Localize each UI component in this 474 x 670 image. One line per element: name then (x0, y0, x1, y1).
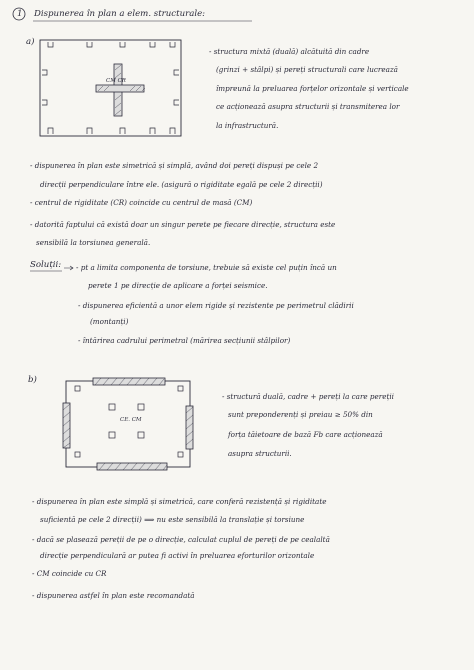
section-a-note-2: direcții perpendiculare între ele. (asigură o rigiditate egală pe cele 2 direcții) (40, 180, 323, 189)
diagram-a-center-label: CM CR (106, 78, 126, 84)
diagram-b-center-label: CE. CM (120, 417, 142, 423)
diagram-b-plan (63, 378, 193, 470)
page-title: Dispunerea în plan a elem. structurale: (34, 9, 206, 19)
solutii-item-1: - pt a limita componenta de torsiune, trebuie să existe cel puțin încă un (76, 263, 337, 272)
section-a-note-5: sensibilă la torsiunea generală. (36, 238, 151, 247)
solutii-item-3: - dispunerea eficientă a unor elem rigide și rezistente pe perimetrul clădirii (78, 301, 354, 310)
section-a-note-3: - centrul de rigiditate (CR) coincide cu centrul de masă (CM) (30, 198, 253, 207)
solutii-item-2: perete 1 pe direcție de aplicare a forței seismice. (88, 281, 268, 290)
section-a-side-note-4: ce acționează asupra structurii și transmiterea lor (216, 102, 400, 111)
section-b-note-1: - dispunerea în plan este simplă și simetrică, care conferă rezistență și rigiditate (32, 497, 327, 506)
section-a-label: a) (26, 37, 35, 47)
section-b-side-note-2: sunt preponderenți și preiau ≥ 50% din (228, 410, 373, 419)
solutii-label: Soluții: (30, 260, 62, 270)
wall-horizontal (96, 85, 144, 92)
section-b-side-note-1: - structură duală, cadre + pereți la care pereții (222, 392, 394, 401)
arrow-icon (64, 266, 73, 270)
section-b-note-4: direcție perpendiculară ar putea fi activi în preluarea eforturilor orizontale (40, 551, 315, 560)
solutii-item-5: - întărirea cadrului perimetral (mărirea secțiunii stâlpilor) (78, 336, 291, 345)
section-b-note-6: - dispunerea astfel în plan este recomandată (32, 591, 195, 600)
section-b-side-note-4: asupra structurii. (228, 449, 292, 458)
section-a-note-4: - datorită faptului că există doar un singur perete pe fiecare direcție, structura este (30, 220, 336, 229)
diagram-a-plan (40, 40, 181, 136)
section-b-note-3: - dacă se plasează pereții de pe o direcție, calculat cuplul de pereți de pe cealaltă (32, 535, 330, 544)
section-b-note-2: suficientă pe cele 2 direcții) ⟹ nu este sensibilă la translație și torsiune (40, 515, 305, 524)
section-b-label: b) (28, 375, 37, 385)
header-number: 1 (17, 9, 23, 19)
section-a-side-note-3: împreună la preluarea forțelor orizontale și verticale (216, 84, 409, 93)
section-b-note-5: - CM coincide cu CR (32, 569, 107, 578)
section-a-side-note-5: la infrastructură. (216, 121, 279, 130)
section-b-side-note-3: forța tăietoare de bază Fb care acționează (228, 430, 383, 439)
section-a-side-note-1: - structura mixtă (duală) alcătuită din cadre (209, 47, 370, 56)
section-a-note-1: - dispunerea în plan este simetrică și simplă, având doi pereți dispuși pe cele 2 (30, 161, 319, 170)
solutii-item-4: (montanți) (90, 317, 129, 326)
section-a-side-note-2: (grinzi + stâlpi) și pereți structurali care lucrează (216, 65, 398, 74)
wall-right (186, 406, 193, 449)
